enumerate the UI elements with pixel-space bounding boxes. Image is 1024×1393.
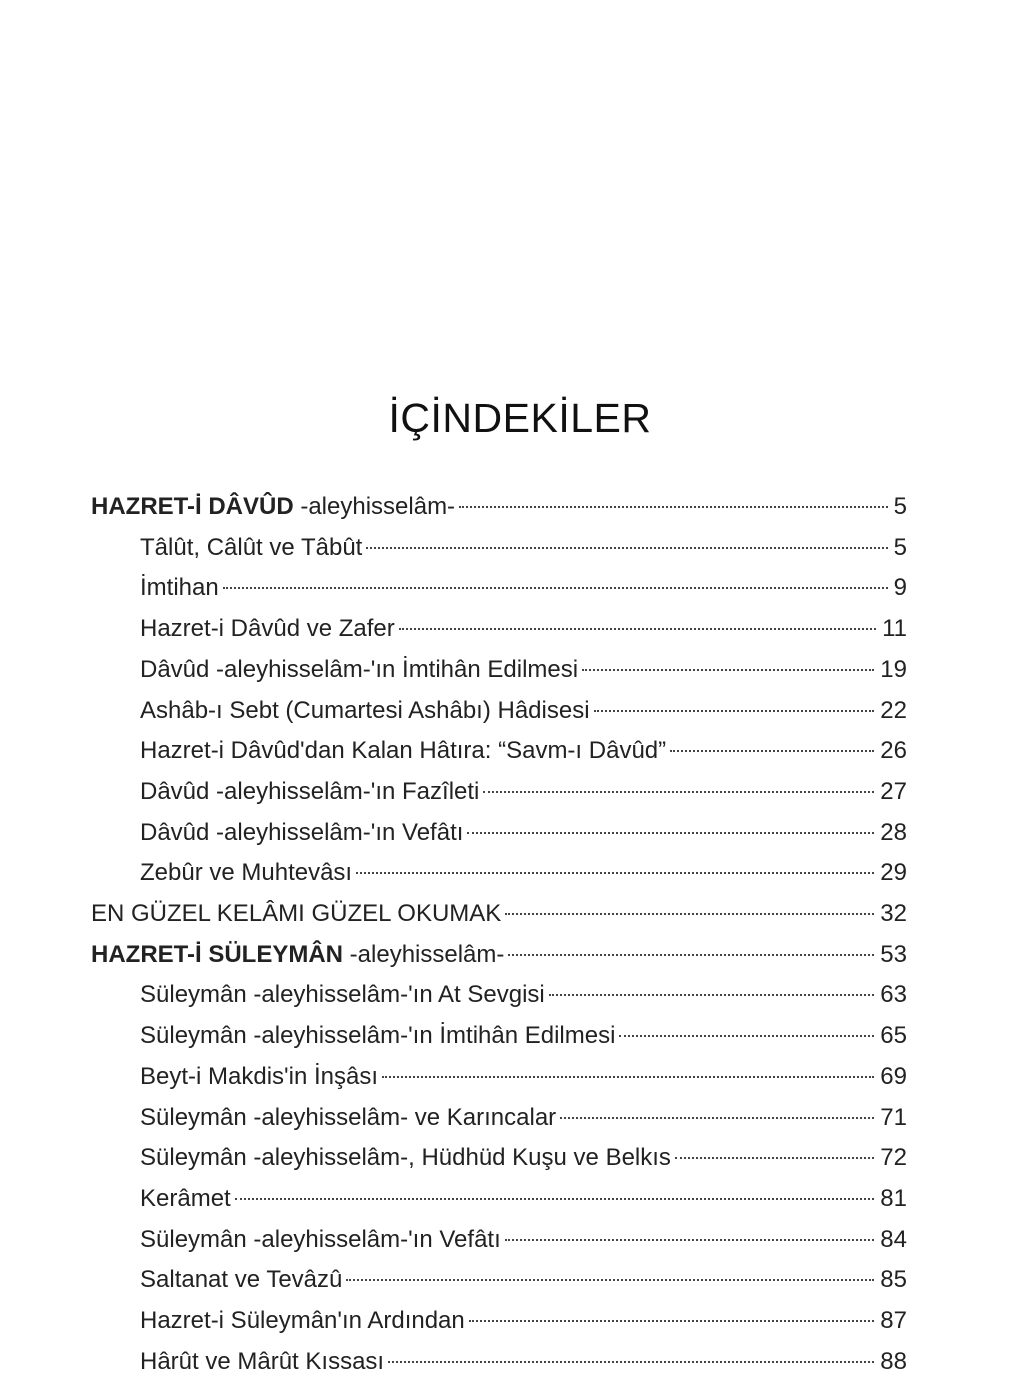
dot-leader xyxy=(619,1035,874,1037)
dot-leader xyxy=(223,587,888,589)
toc-entry-text: Beyt-i Makdis'in İnşâsı xyxy=(140,1062,378,1090)
toc-entry-title xyxy=(140,1138,671,1178)
toc-entry[interactable] xyxy=(140,853,907,893)
dot-leader xyxy=(356,872,874,874)
toc-entry[interactable] xyxy=(140,528,907,568)
toc-entry-title xyxy=(91,487,455,527)
toc-entry-text: Süleymân -aleyhisselâm- ve Karıncalar xyxy=(140,1103,557,1131)
toc-entry-title xyxy=(140,772,479,812)
dot-leader xyxy=(388,1361,874,1363)
toc-entry-title xyxy=(91,935,504,975)
dot-leader xyxy=(594,710,875,712)
toc-page-number: 69 xyxy=(880,1062,907,1090)
dot-leader xyxy=(467,832,874,834)
toc-entry-title xyxy=(140,975,545,1015)
toc-entry-title xyxy=(140,813,463,853)
toc-entry-title xyxy=(140,1179,231,1219)
dot-leader xyxy=(508,954,874,956)
toc-entry-text: Dâvûd -aleyhisselâm-'ın İmtihân Edilmesi xyxy=(140,655,579,683)
toc-page-number: 9 xyxy=(893,574,907,602)
dot-leader xyxy=(346,1279,874,1281)
toc-page-number: 72 xyxy=(880,1144,907,1172)
dot-leader xyxy=(235,1198,875,1200)
toc-entry-text: Süleymân -aleyhisselâm-'ın Vefâtı xyxy=(140,1225,501,1253)
toc-page-number: 5 xyxy=(893,533,907,561)
toc-entry-title xyxy=(140,1260,342,1300)
toc-entry[interactable] xyxy=(140,813,907,853)
toc-page-number: 5 xyxy=(893,493,907,520)
toc-section-entry[interactable] xyxy=(91,487,907,527)
toc-page-number: 26 xyxy=(880,737,907,765)
dot-leader xyxy=(670,750,874,752)
toc-section-entry[interactable] xyxy=(91,935,907,975)
toc-entry[interactable] xyxy=(140,609,907,649)
toc-entry[interactable] xyxy=(140,772,907,812)
page-title: İÇİNDEKİLER xyxy=(388,395,652,441)
toc-entry[interactable] xyxy=(140,1342,907,1382)
toc-page-number: 71 xyxy=(880,1103,907,1131)
toc-entry-text: Hazret-i Süleymân'ın Ardından xyxy=(140,1307,465,1334)
toc-page-number: 87 xyxy=(880,1307,907,1334)
dot-leader xyxy=(483,791,874,793)
dot-leader xyxy=(399,628,876,630)
toc-entry-text: Hazret-i Dâvûd ve Zafer xyxy=(140,615,395,643)
toc-entry-title xyxy=(140,1342,384,1382)
toc-entry[interactable] xyxy=(140,1138,907,1178)
dot-leader xyxy=(582,669,874,671)
toc-entry-title xyxy=(140,1220,501,1260)
dot-leader xyxy=(505,913,874,915)
toc-entry[interactable] xyxy=(140,650,907,690)
toc-entry-title xyxy=(140,1057,378,1097)
toc-entry[interactable] xyxy=(140,731,907,771)
toc-entry-text: Süleymân -aleyhisselâm-'ın İmtihân Edilmesi xyxy=(140,1022,616,1050)
toc-page-number: 29 xyxy=(880,859,907,887)
toc-page-number: 19 xyxy=(880,655,907,683)
toc-entry-text: Hârût ve Mârût Kıssası xyxy=(140,1347,385,1375)
toc-entry-text: Ashâb-ı Sebt (Cumartesi Ashâbı) Hâdisesi xyxy=(140,696,590,724)
toc-entry-title xyxy=(140,1098,556,1138)
toc-entry-title xyxy=(140,568,219,608)
toc-page-number: 81 xyxy=(880,1184,907,1212)
toc-entry-title xyxy=(140,1016,615,1056)
dot-leader xyxy=(505,1239,875,1241)
toc-page-number: 84 xyxy=(880,1225,907,1253)
toc-entry-text: Hazret-i Dâvûd'dan Kalan Hâtıra: “Savm-ı Dâvûd” xyxy=(140,737,667,765)
toc-entry[interactable] xyxy=(140,1220,907,1260)
toc-entry[interactable] xyxy=(140,568,907,608)
toc-entry-text: Dâvûd -aleyhisselâm-'ın Vefâtı xyxy=(140,818,464,846)
toc-entry-text: Zebûr ve Muhtevâsı xyxy=(140,859,353,887)
toc-entry[interactable] xyxy=(140,691,907,731)
dot-leader xyxy=(560,1117,874,1119)
toc-page-number: 27 xyxy=(880,777,907,805)
dot-leader xyxy=(675,1157,874,1159)
toc-entry-title xyxy=(140,853,352,893)
dot-leader xyxy=(459,506,888,508)
toc-entry[interactable] xyxy=(140,1260,907,1300)
toc-page-number: 32 xyxy=(880,900,907,927)
toc-entry[interactable] xyxy=(140,1016,907,1056)
toc-entry-title xyxy=(140,1301,465,1341)
toc-entry[interactable] xyxy=(140,1179,907,1219)
toc-entry-title xyxy=(140,609,395,649)
toc-entry-text: -aleyhisselâm- xyxy=(343,940,505,968)
dot-leader xyxy=(382,1076,874,1078)
toc-section-entry[interactable] xyxy=(91,894,907,934)
toc-entry-text: Tâlût, Câlût ve Tâbût xyxy=(140,533,363,561)
toc-page-number: 85 xyxy=(880,1266,907,1294)
toc-entry-title xyxy=(140,650,578,690)
toc-entry[interactable] xyxy=(140,975,907,1015)
toc-page-number: 65 xyxy=(880,1022,907,1050)
toc-entry-title xyxy=(91,894,501,934)
toc-page-number: 28 xyxy=(880,818,907,846)
toc-page-number: 11 xyxy=(882,615,907,643)
toc-page-number: 22 xyxy=(880,696,907,724)
toc-entry-title xyxy=(140,731,666,771)
toc-entry[interactable] xyxy=(140,1098,907,1138)
toc-entry-bold-title: HAZRET-İ DÂVÛD xyxy=(91,493,294,520)
toc-entry[interactable] xyxy=(140,1301,907,1341)
dot-leader xyxy=(549,994,875,996)
toc-page-number: 88 xyxy=(880,1347,907,1375)
toc-entry-text: Saltanat ve Tevâzû xyxy=(140,1266,343,1294)
toc-entry-text: EN GÜZEL KELÂMI GÜZEL OKUMAK xyxy=(91,900,502,927)
toc-page-number: 63 xyxy=(880,981,907,1009)
toc-entry-bold-title: HAZRET-İ SÜLEYMÂN xyxy=(91,940,343,968)
toc-entry-text: Süleymân -aleyhisselâm-, Hüdhüd Kuşu ve Belkıs xyxy=(140,1144,671,1172)
toc-entry-text: -aleyhisselâm- xyxy=(293,493,456,520)
toc-entry-text: Süleymân -aleyhisselâm-'ın At Sevgisi xyxy=(140,981,545,1009)
toc-entry-text: İmtihan xyxy=(140,574,219,602)
dot-leader xyxy=(366,547,887,549)
dot-leader xyxy=(469,1320,875,1322)
toc-entry-title xyxy=(140,691,590,731)
toc-page-number: 53 xyxy=(880,940,907,968)
toc-entry-text: Dâvûd -aleyhisselâm-'ın Fazîleti xyxy=(140,777,480,805)
toc-entry-text: Kerâmet xyxy=(140,1184,231,1212)
toc-entry[interactable] xyxy=(140,1057,907,1097)
toc-entry-title xyxy=(140,528,362,568)
